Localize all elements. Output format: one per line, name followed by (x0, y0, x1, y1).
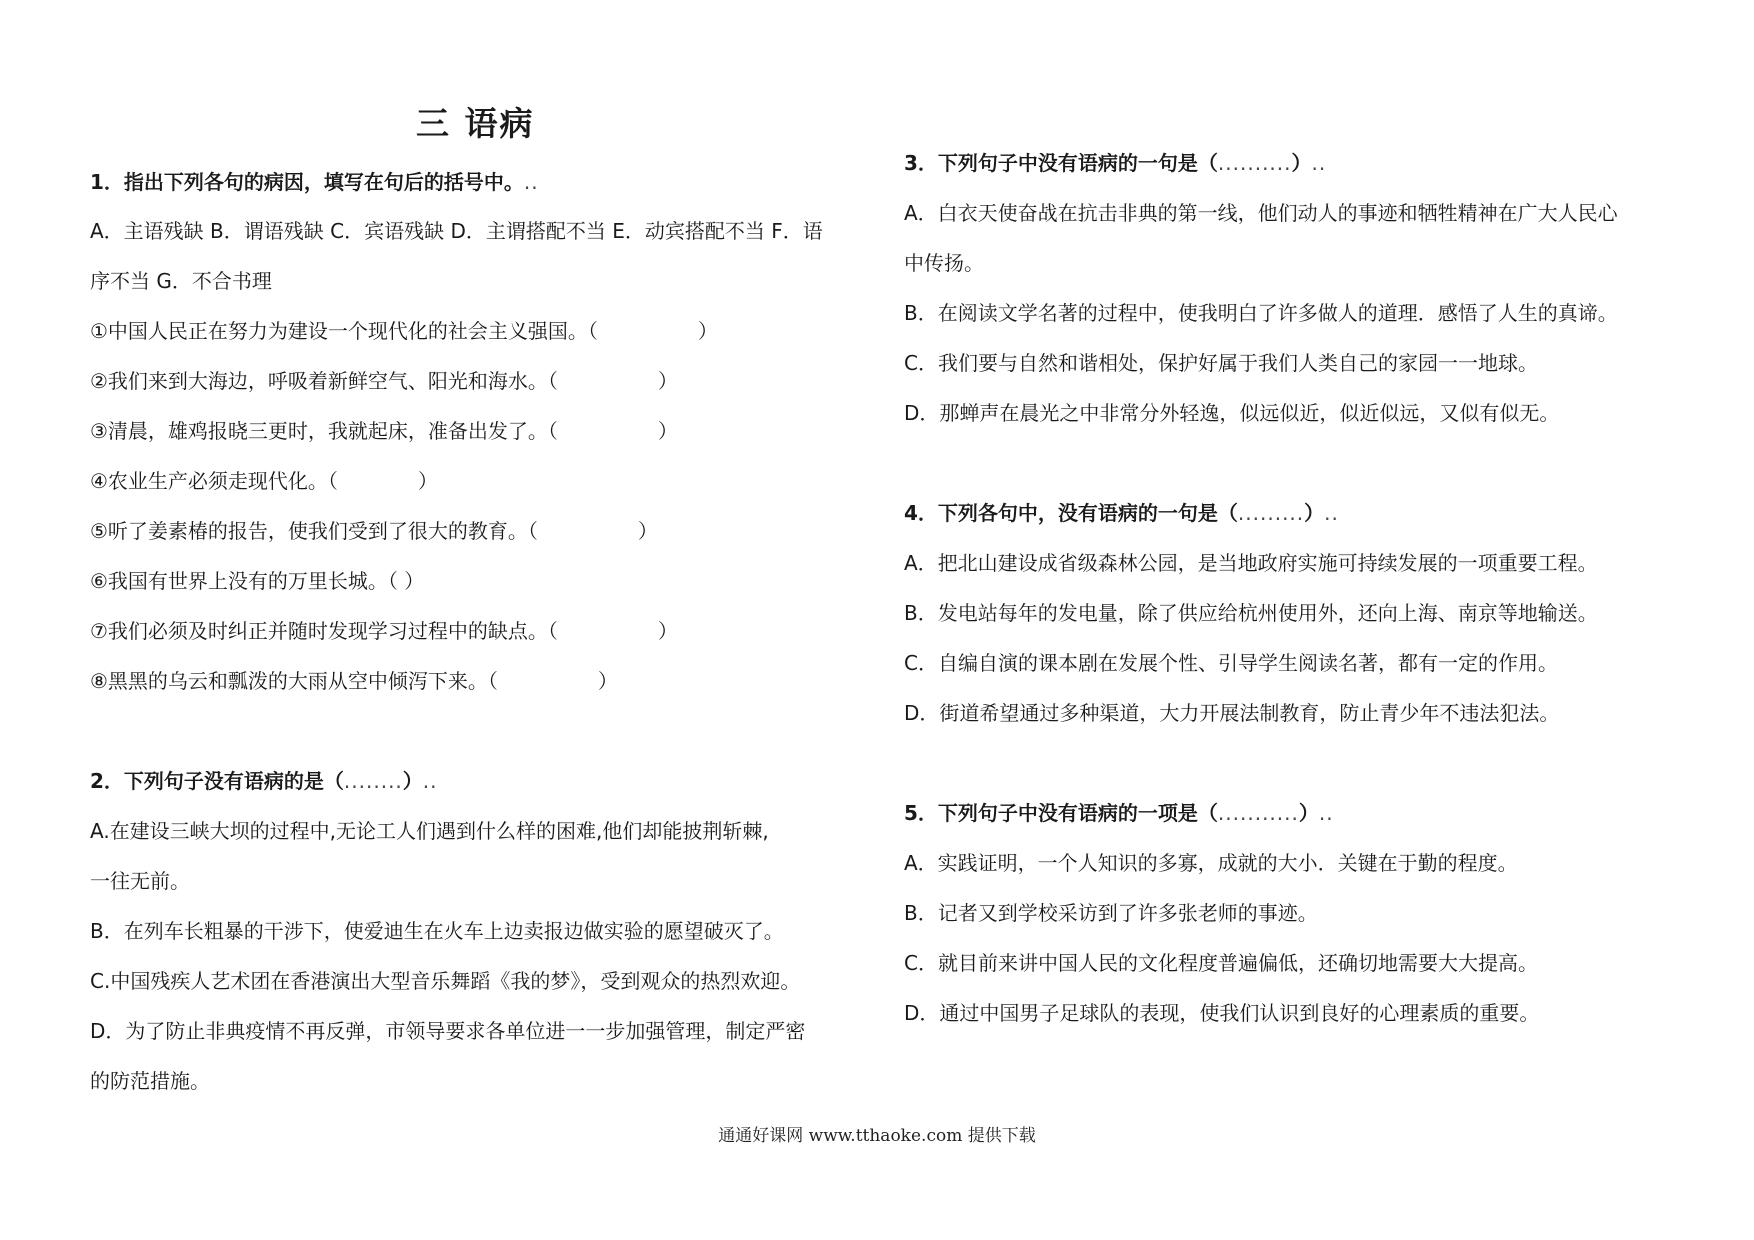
question-2-option-b: B．在列车长粗暴的干涉下，使爱迪生在火车上边卖报边做实验的愿望破灭了。 (90, 919, 784, 943)
question-1-options-line-2: 序不当 G．不合书理 (90, 269, 272, 293)
question-2-option-d-cont: 的防范措施。 (90, 1069, 210, 1093)
question-2-option-c: C.中国残疾人艺术团在香港演出大型音乐舞蹈《我的梦》，受到观众的热烈欢迎。 (90, 969, 801, 993)
question-2-option-d: D．为了防止非典疫情不再反弹，市领导要求各单位进一一步加强管理，制定严密 (90, 1019, 806, 1043)
question-1-item-6: ⑥我国有世界上没有的万里长城。（ ） (90, 569, 425, 593)
answer-blank: ......... (1237, 501, 1305, 525)
question-3-option-d: D．那蝉声在晨光之中非常分外轻逸，似远似近，似近似远，又似有似无。 (904, 401, 1560, 425)
question-4-option-a: A．把北山建设成省级森林公园，是当地政府实施可持续发展的一项重要工程。 (904, 551, 1598, 575)
question-5-option-c: C．就目前来讲中国人民的文化程度普遍偏低，还确切地需要大大提高。 (904, 951, 1538, 975)
answer-blank: .......... (1217, 151, 1292, 175)
question-1-item-8: ⑧黑黑的乌云和瓢泼的大雨从空中倾泻下来。（ ） (90, 669, 618, 693)
question-3-option-a-cont: 中传扬。 (904, 251, 984, 275)
question-4-option-c: C．自编自演的课本剧在发展个性、引导学生阅读名著，都有一定的作用。 (904, 651, 1558, 675)
question-3-close: ） (1291, 151, 1312, 175)
question-5-tail: .. (1318, 801, 1334, 825)
question-5-heading (904, 803, 1334, 823)
question-3-heading (904, 153, 1326, 173)
page-footer: 通通好课网 www.tthaoke.com 提供下载 (718, 1126, 1036, 1146)
question-4-option-b: B．发电站每年的发电量，除了供应给杭州使用外，还向上海、南京等地输送。 (904, 601, 1598, 625)
question-2-tail: .. (422, 769, 438, 793)
question-1-tail: .. (523, 170, 539, 194)
question-2-heading (90, 771, 438, 791)
question-4-heading (904, 503, 1339, 523)
question-3-text: 3．下列句子中没有语病的一句是（ (904, 151, 1218, 175)
question-1-item-7: ⑦我们必须及时纠正并随时发现学习过程中的缺点。（ ） (90, 619, 678, 643)
question-4-tail: .. (1324, 501, 1339, 525)
question-4-text: 4．下列各句中，没有语病的一句是（ (904, 501, 1238, 525)
question-1-item-1: ①中国人民正在努力为建设一个现代化的社会主义强国。（ ） (90, 319, 718, 343)
question-1-options-line-1: A．主语残缺 B．谓语残缺 C．宾语残缺 D．主谓搭配不当 E．动宾搭配不当 F．语 (90, 219, 823, 243)
question-1-item-5: ⑤听了姜素椿的报告，使我们受到了很大的教育。（ ） (90, 519, 658, 543)
question-1-item-3: ③清晨，雄鸡报晓三更时，我就起床，准备出发了。（ ） (90, 419, 678, 443)
question-4-close: ） (1304, 501, 1325, 525)
answer-blank: ........... (1217, 801, 1299, 825)
question-2-text: 2．下列句子没有语病的是（ (90, 769, 344, 793)
question-1-item-4: ④农业生产必须走现代化。（ ） (90, 469, 438, 493)
question-3-option-b: B．在阅读文学名著的过程中，使我明白了许多做人的道理．感悟了人生的真谛。 (904, 301, 1618, 325)
question-5-option-b: B．记者又到学校采访到了许多张老师的事迹。 (904, 901, 1318, 925)
question-1-item-2: ②我们来到大海边，呼吸着新鲜空气、阳光和海水。（ ） (90, 369, 678, 393)
page-title: 三 语病 (416, 104, 535, 143)
question-1-text: 1．指出下列各句的病因，填写在句后的括号中。 (90, 170, 524, 194)
answer-blank: ........ (343, 769, 403, 793)
question-5-close: ） (1298, 801, 1319, 825)
question-4-option-d: D．街道希望通过多种渠道，大力开展法制教育，防止青少年不违法犯法。 (904, 701, 1560, 725)
question-3-tail: .. (1311, 151, 1327, 175)
question-2-close: ） (402, 769, 423, 793)
question-5-option-a: A．实践证明，一个人知识的多寡，成就的大小．关键在于勤的程度。 (904, 851, 1518, 875)
question-3-option-a: A．白衣天使奋战在抗击非典的第一线，他们动人的事迹和牺牲精神在广大人民心 (904, 201, 1618, 225)
question-1-heading (90, 172, 539, 192)
question-2-option-a: A.在建设三峡大坝的过程中,无论工人们遇到什么样的困难,他们却能披荆斩棘, (90, 819, 769, 843)
question-5-text: 5．下列句子中没有语病的一项是（ (904, 801, 1218, 825)
question-5-option-d: D．通过中国男子足球队的表现，使我们认识到良好的心理素质的重要。 (904, 1001, 1540, 1025)
question-3-option-c: C．我们要与自然和谐相处，保护好属于我们人类自己的家园一一地球。 (904, 351, 1538, 375)
question-2-option-a-cont: 一往无前。 (90, 869, 190, 893)
